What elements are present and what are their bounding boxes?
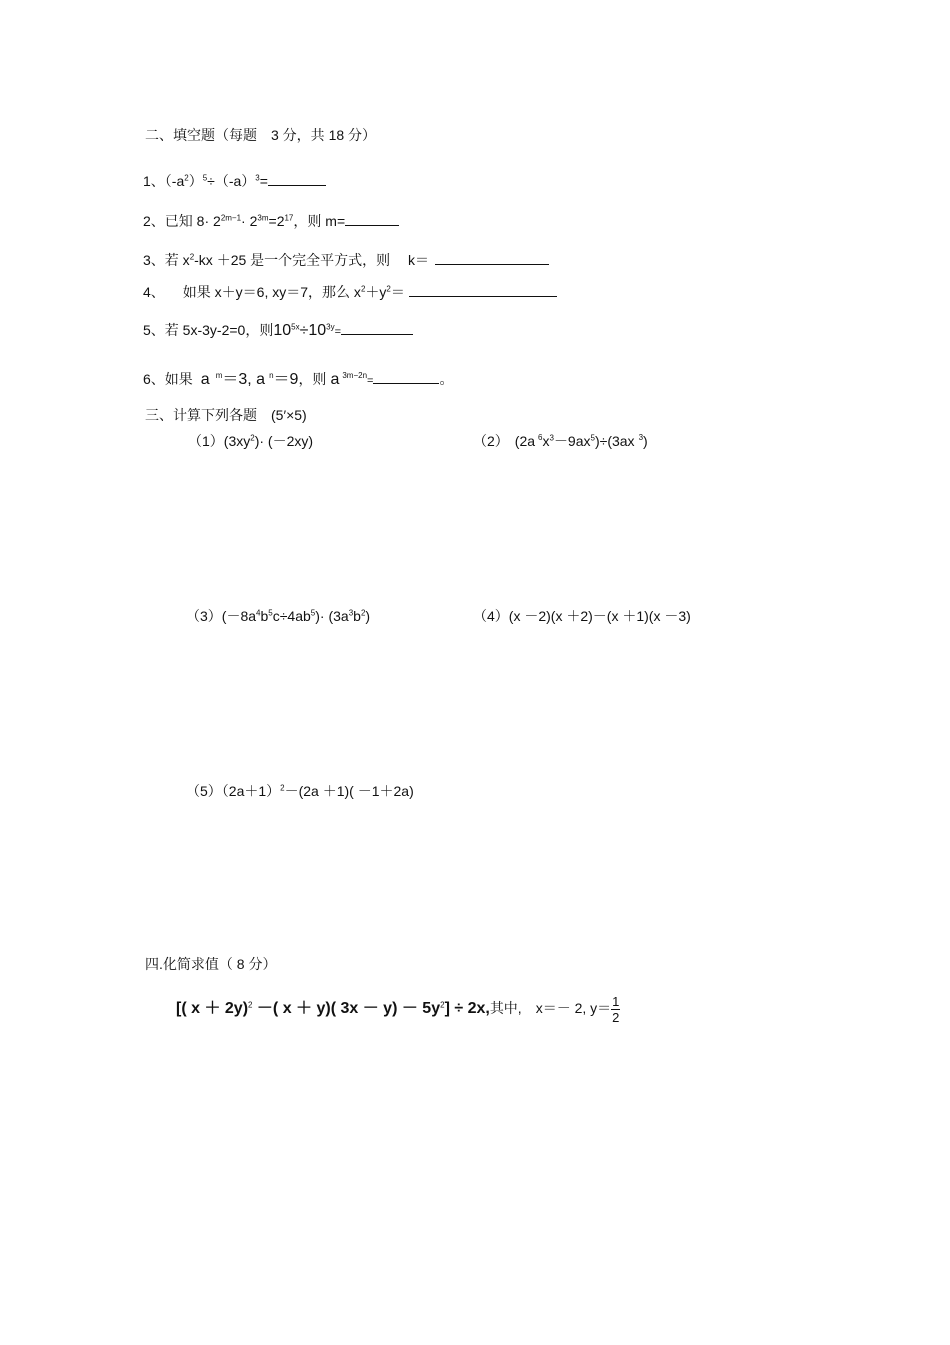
answer-blank[interactable] xyxy=(345,213,399,226)
section-2-title: 二、填空题（每题 3 分，共 18 分） xyxy=(145,127,377,143)
calc-4: （4）(x －2)(x ＋2)－(x ＋1)(x －3) xyxy=(473,608,691,624)
question-5: 5、若 5x-3y-2=0，则$10^{5x}\div 10^{3y}=$ xyxy=(143,321,413,341)
answer-blank[interactable] xyxy=(409,284,557,297)
question-6: 6、如果 a $^m$＝3, a $^n$＝9，则 a $^{3m-2n}$= 。 xyxy=(143,371,454,388)
answer-blank[interactable] xyxy=(435,252,549,265)
answer-blank[interactable] xyxy=(341,322,413,335)
section-4-title: 四.化简求值（ 8 分） xyxy=(145,956,277,972)
fraction: $\frac{1}{2}$ xyxy=(612,994,620,1025)
simplify-expression: [( x ＋ 2y)$^2$ －( x ＋ y)( $3x - y) - 5y^2] \div 2x$,其中, x＝－ 2, y＝ $\frac{1}{2}$ xyxy=(176,994,620,1025)
calc-2: （2） (2a $^6x^3-9ax^5)\div(3ax$ $^3$) xyxy=(473,433,648,449)
calc-5: $(5)(2a+1)^2-(2a +1)( -1+2a)$ xyxy=(186,783,414,799)
question-2: 2、已知 $8\cdot 2^{2m-1}\cdot 2^{3m}=2^{17}$，则 m= xyxy=(143,212,399,230)
answer-blank[interactable] xyxy=(373,371,439,384)
answer-blank[interactable] xyxy=(268,173,326,186)
question-4: 4、 如果 x＋y＝6, xy＝7，那么 $x^2+y^2=$ xyxy=(143,283,557,301)
question-1: 1、$(-a^2)^5\div(-a)^3=$ xyxy=(143,172,326,190)
question-3: 3、若 $x^2-kx +25$ 是一个完全平方式，则 k＝ xyxy=(143,251,549,269)
calc-3: $(3)(-8a^4b^5c\div 4ab^5)\cdot (3a^3b^2)$ xyxy=(186,608,371,624)
section-3-title: 三、计算下列各题 (5′×5) xyxy=(145,407,307,423)
calc-1: $(1)(3xy^2)\cdot (-2xy)$ xyxy=(188,433,314,449)
q1-number: 1、 xyxy=(143,173,165,189)
